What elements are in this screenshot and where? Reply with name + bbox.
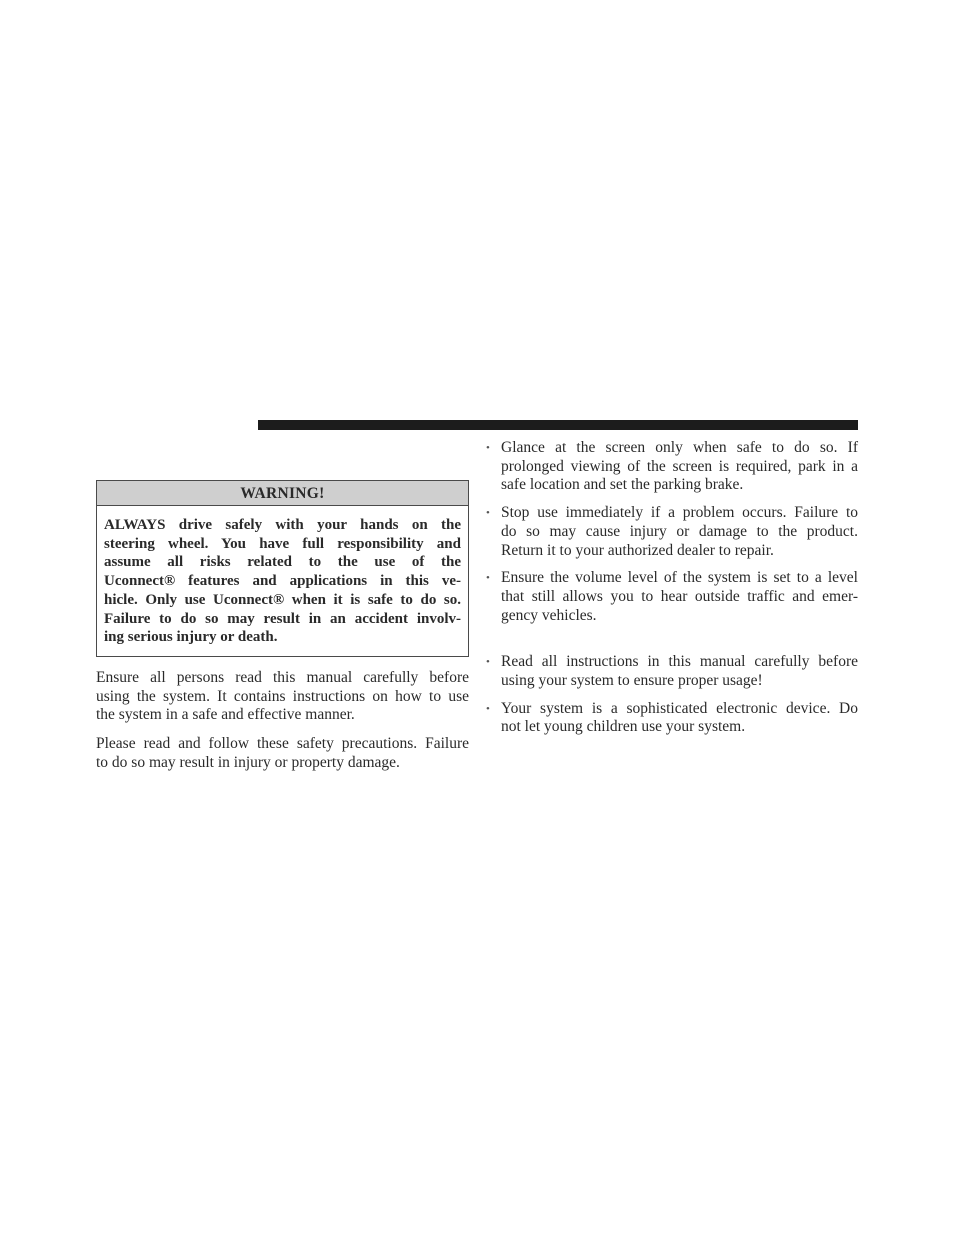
paragraph-line: to do so may result in injury or property damage. xyxy=(96,753,400,771)
list-item-line: that still allows you to hear outside traffic and emer- xyxy=(501,587,858,605)
list-item-line: Glance at the screen only when safe to do so. If xyxy=(501,439,858,456)
bullet-icon: • xyxy=(486,572,490,585)
list-spacer xyxy=(480,634,858,653)
list-item-line: Ensure the volume level of the system is set to a level xyxy=(501,569,858,587)
warning-line: assume all risks related to the use of the xyxy=(104,554,461,571)
list-item xyxy=(480,653,858,690)
warning-line: Failure to do so may result in an accident involv- xyxy=(104,610,461,627)
warning-title: WARNING! xyxy=(97,481,468,506)
right-column xyxy=(480,439,858,746)
list-item xyxy=(480,700,858,737)
bullet-icon: • xyxy=(486,507,490,520)
warning-line: hicle. Only use Uconnect® when it is safe to do so. xyxy=(104,591,461,608)
paragraph-line: Ensure all persons read this manual carefully before xyxy=(96,668,469,686)
list-item-line: not let young children use your system. xyxy=(501,718,746,736)
warning-box xyxy=(96,480,469,657)
section-header-bar xyxy=(258,420,858,430)
bullet-icon: • xyxy=(486,702,490,715)
precautions-paragraph xyxy=(96,735,469,772)
paragraph-line: using the system. It contains instructions on how to use xyxy=(96,687,469,705)
list-item-line: Stop use immediately if a problem occurs. Failure to xyxy=(501,504,858,522)
list-item xyxy=(480,504,858,560)
list-item-line: using your system to ensure proper usage! xyxy=(501,672,763,690)
intro-paragraph xyxy=(96,669,469,725)
list-item-line: prolonged viewing of the screen is required, park in a xyxy=(501,457,858,475)
warning-line: Uconnect® features and applications in this ve- xyxy=(104,573,461,590)
list-item-line: Your system is a sophisticated electronic device. Do xyxy=(501,699,858,717)
list-item-line: do so may cause injury or damage to the product. xyxy=(501,522,858,540)
warning-line: steering wheel. You have full responsibility and xyxy=(104,535,461,552)
bullet-icon: • xyxy=(486,656,490,669)
list-item-line: safe location and set the parking brake. xyxy=(501,476,744,494)
warning-text xyxy=(97,506,468,656)
warning-line: ALWAYS drive safely with your hands on the xyxy=(104,517,461,533)
paragraph-line: Please read and follow these safety precautions. Failure xyxy=(96,735,469,753)
list-item-line: Read all instructions in this manual carefully before xyxy=(501,653,858,671)
list-item xyxy=(480,439,858,495)
bullet-icon: • xyxy=(486,442,490,454)
list-item xyxy=(480,569,858,625)
list-item-line: Return it to your authorized dealer to repair. xyxy=(501,541,774,559)
warning-line: ing serious injury or death. xyxy=(104,629,278,646)
left-column xyxy=(96,480,469,772)
paragraph-line: the system in a safe and effective manner. xyxy=(96,706,355,724)
list-item-line: gency vehicles. xyxy=(501,606,597,624)
